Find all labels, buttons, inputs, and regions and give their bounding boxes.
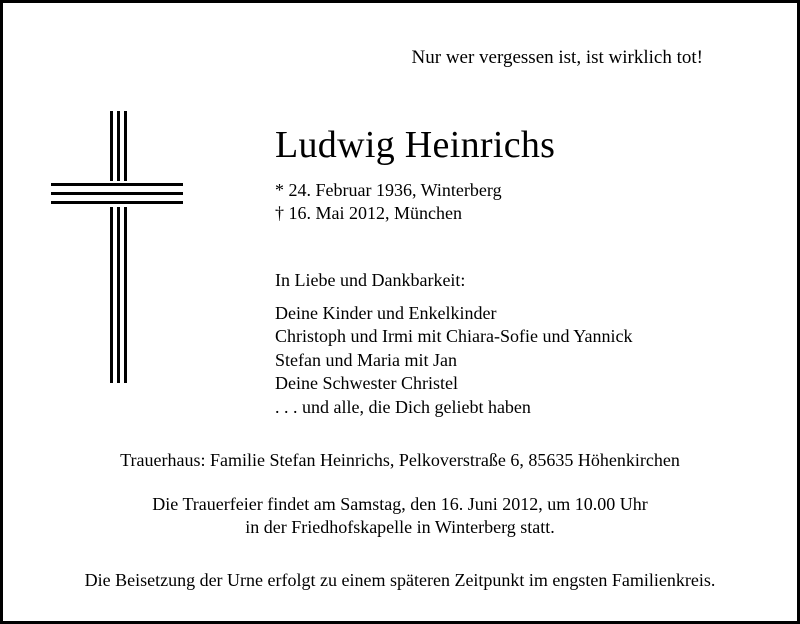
family-line: Stefan und Maria mit Jan (275, 349, 457, 370)
service-line: in der Friedhofskapelle in Winterberg statt. (245, 517, 555, 537)
service-line: Die Trauerfeier findet am Samstag, den 16. Juni 2012, um 10.00 Uhr (152, 494, 648, 514)
burial-info: Die Beisetzung der Urne erfolgt zu einem späteren Zeitpunkt im engsten Familienkreis. (84, 570, 716, 590)
deceased-name: Ludwig Heinrichs (275, 124, 556, 166)
mourning-house-address: Trauerhaus: Familie Stefan Heinrichs, Pelkoverstraße 6, 85635 Höhenkirchen (120, 450, 680, 470)
family-line: Christoph und Irmi mit Chiara-Sofie und Yannick (275, 326, 633, 346)
family-line: . . . und alle, die Dich geliebt haben (275, 396, 531, 417)
family-line: Deine Schwester Christel (275, 373, 458, 393)
death-date: † 16. Mai 2012, München (275, 203, 462, 223)
life-dates (275, 179, 502, 225)
family-section (275, 269, 632, 419)
funeral-service-info (3, 493, 797, 539)
birth-date: * 24. Februar 1936, Winterberg (275, 180, 502, 200)
family-heading: In Liebe und Dankbarkeit: (275, 270, 466, 290)
family-line: Deine Kinder und Enkelkinder (275, 302, 497, 323)
cross-icon (51, 111, 183, 383)
motto-quote: Nur wer vergessen ist, ist wirklich tot! (411, 47, 703, 68)
